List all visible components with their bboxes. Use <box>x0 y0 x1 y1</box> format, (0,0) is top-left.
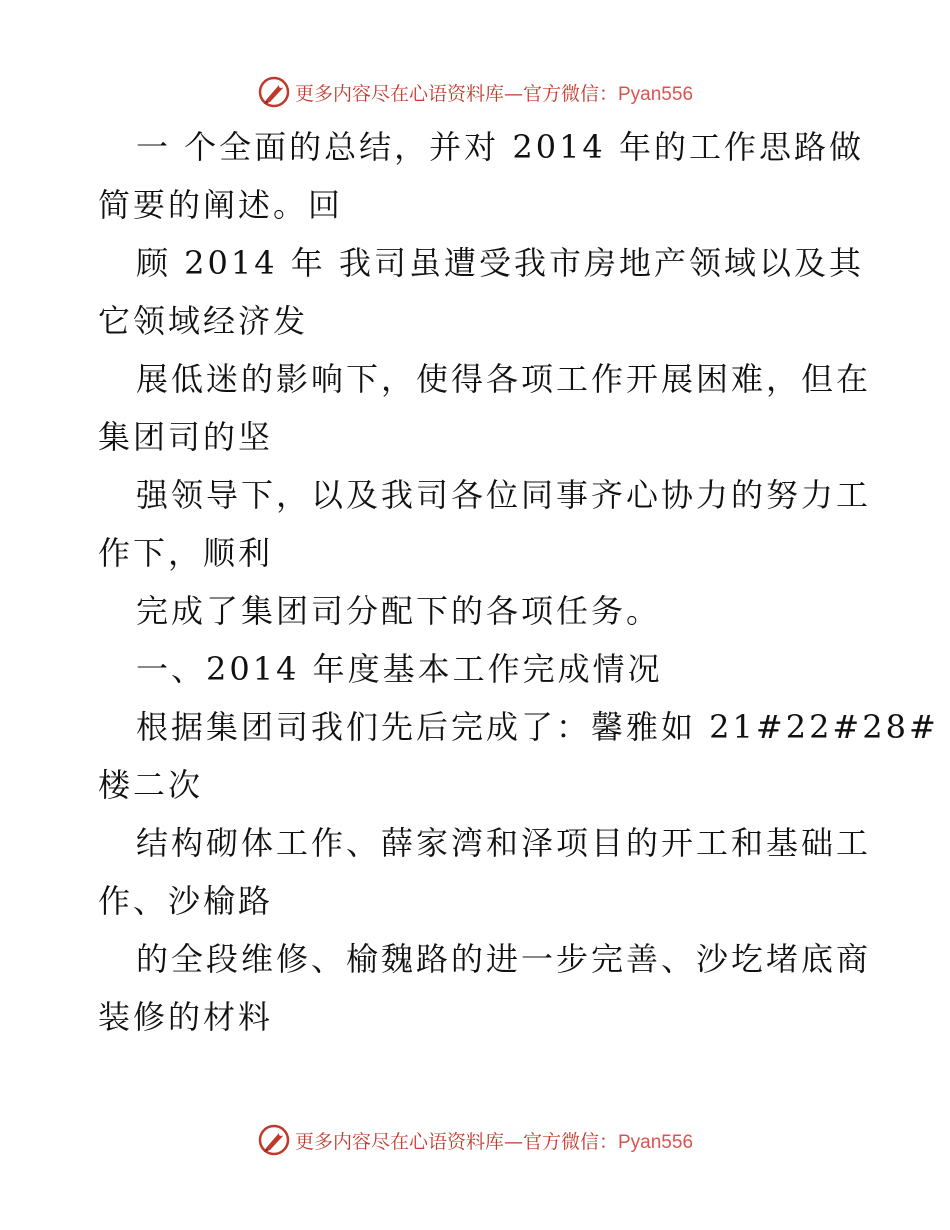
paragraph-line: 它领域经济发 <box>98 302 309 340</box>
footer-wechat-id: Pyan556 <box>618 1131 694 1153</box>
header-banner-text <box>295 79 693 106</box>
paragraph-line: 作下，顺利 <box>98 534 274 572</box>
paragraph-line: 作、沙榆路 <box>98 882 274 920</box>
paragraph-line: 简要的阐述。回 <box>98 186 344 224</box>
paragraph-line: 集团司的坚 <box>98 418 274 456</box>
footer-banner-text <box>295 1127 693 1154</box>
paragraph-line: 一 个全面的总结，并对 2014 年的工作思路做 <box>136 128 864 166</box>
document-body <box>98 118 939 1046</box>
paragraph-line: 装修的材料 <box>98 998 274 1036</box>
header-banner-inner <box>257 75 693 109</box>
pen-logo-icon <box>257 75 291 109</box>
paragraph-line: 展低迷的影响下，使得各项工作开展困难，但在 <box>136 360 872 398</box>
pen-logo-icon <box>257 1123 291 1157</box>
paragraph-line: 结构砌体工作、薛家湾和泽项目的开工和基础工 <box>136 824 872 862</box>
paragraph-line: 顾 2014 年 我司虽遭受我市房地产领域以及其 <box>136 244 864 282</box>
footer-banner-inner <box>257 1123 693 1157</box>
footer-banner-label: 更多内容尽在心语资料库—官方微信： <box>294 1130 618 1153</box>
paragraph-line: 强领导下，以及我司各位同事齐心协力的努力工 <box>136 476 872 514</box>
footer-banner <box>0 1120 950 1160</box>
paragraph-line: 一、2014 年度基本工作完成情况 <box>136 650 663 688</box>
header-banner-label: 更多内容尽在心语资料库—官方微信： <box>294 82 618 105</box>
paragraph-line: 根据集团司我们先后完成了：馨雅如 21#22#28# <box>136 708 939 746</box>
paragraph-line: 楼二次 <box>98 766 204 804</box>
header-wechat-id: Pyan556 <box>618 83 694 105</box>
paragraph-line: 的全段维修、榆魏路的进一步完善、沙圪堵底商 <box>136 940 872 978</box>
header-banner <box>0 72 950 112</box>
paragraph-line: 完成了集团司分配下的各项任务。 <box>136 592 662 630</box>
